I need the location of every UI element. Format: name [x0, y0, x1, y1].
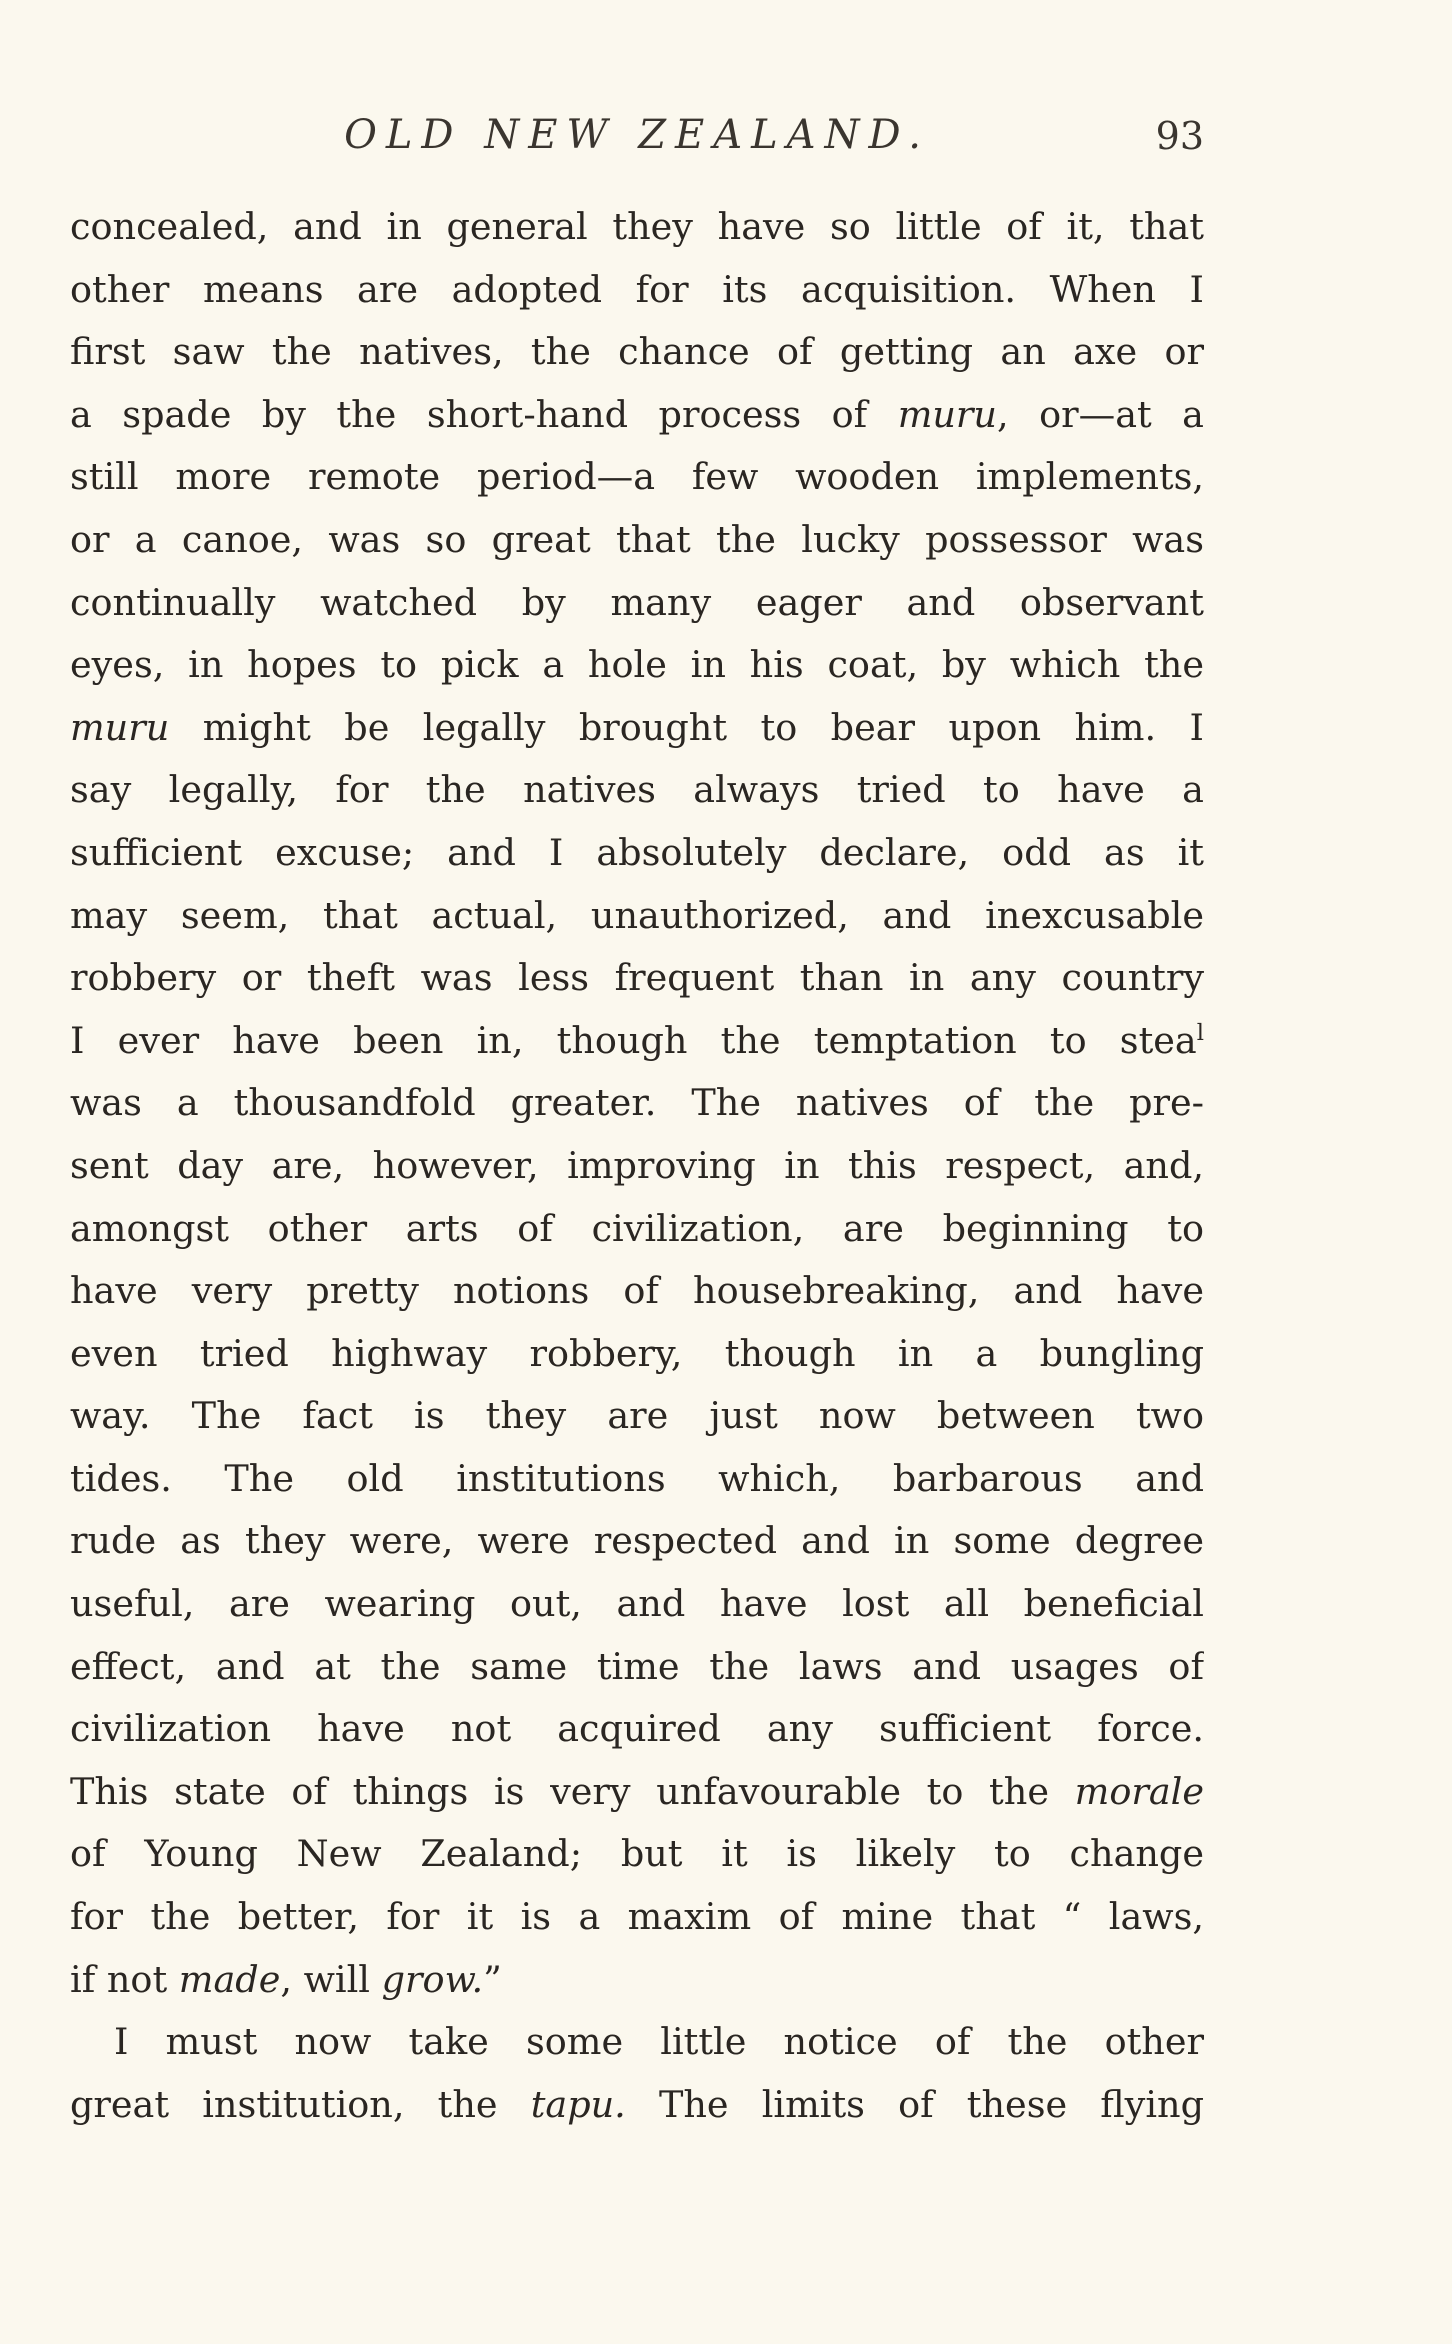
italic-term: muru [70, 705, 170, 749]
text-line: This state of things is very unfavourable to the morale [70, 1769, 1204, 1813]
text-line: if not made, will grow.” [70, 1957, 502, 2001]
text-line: or a canoe, was so great that the lucky possessor was [70, 517, 1204, 561]
text-line: tides. The old institutions which, barbarous and [70, 1456, 1204, 1500]
text-line: sent day are, however, improving in this respect, and, [70, 1143, 1204, 1187]
text-line: was a thousandfold greater. The natives of the pre- [70, 1081, 1204, 1125]
body-text [70, 196, 1204, 2136]
text-line: have very pretty notions of housebreaking, and have [70, 1269, 1204, 1313]
text-line: concealed, and in general they have so little of it, that [70, 205, 1204, 248]
text-line: for the better, for it is a maxim of mine that “ laws, [70, 1895, 1204, 1939]
text-line: I ever have been in, though the temptation to stea$^l$ [70, 1018, 1204, 1062]
page-number: 93 [1155, 114, 1204, 158]
text-line: other means are adopted for its acquisition. When I [70, 267, 1204, 311]
text-line: continually watched by many eager and observant [70, 580, 1204, 624]
text-line: may seem, that actual, unauthorized, and inexcusable [70, 893, 1204, 937]
text-line: first saw the natives, the chance of getting an axe or [70, 330, 1204, 374]
text-line: effect, and at the same time the laws and usages of [70, 1644, 1204, 1688]
text-line: sufficient excuse; and I absolutely declare, odd as it [70, 830, 1204, 874]
italic-term: grow. [381, 1957, 484, 2001]
text-line: robbery or theft was less frequent than in any country [70, 956, 1204, 1000]
text-line: civilization have not acquired any sufficient force. [70, 1707, 1204, 1751]
text-line: a spade by the short-hand process of muru, or—at a [70, 392, 1204, 436]
text-line: even tried highway robbery, though in a bungling [70, 1331, 1204, 1375]
running-title: OLD NEW ZEALAND. [344, 112, 930, 158]
italic-term: muru [897, 392, 997, 436]
running-head [70, 112, 1204, 172]
italic-term: made [178, 1957, 281, 2001]
text-line: useful, are wearing out, and have lost all beneficial [70, 1582, 1204, 1626]
text-line: great institution, the tapu. The limits of these flying [70, 2082, 1204, 2126]
text-line: I must now take some little notice of the other [114, 2020, 1204, 2064]
superscript-mark: l [1196, 1019, 1204, 1046]
text-line: say legally, for the natives always tried to have a [70, 768, 1204, 812]
text-line: still more remote period—a few wooden implements, [70, 455, 1204, 499]
text-line: muru might be legally brought to bear upon him. I [70, 705, 1204, 749]
text-line: of Young New Zealand; but it is likely to change [70, 1832, 1204, 1876]
text-line: eyes, in hopes to pick a hole in his coat, by which the [70, 643, 1204, 687]
italic-term: tapu. [530, 2082, 626, 2126]
text-line: way. The fact is they are just now between two [70, 1394, 1204, 1438]
text-line: rude as they were, were respected and in some degree [70, 1519, 1204, 1563]
italic-term: morale [1074, 1769, 1204, 1813]
text-line: amongst other arts of civilization, are beginning to [70, 1206, 1204, 1250]
